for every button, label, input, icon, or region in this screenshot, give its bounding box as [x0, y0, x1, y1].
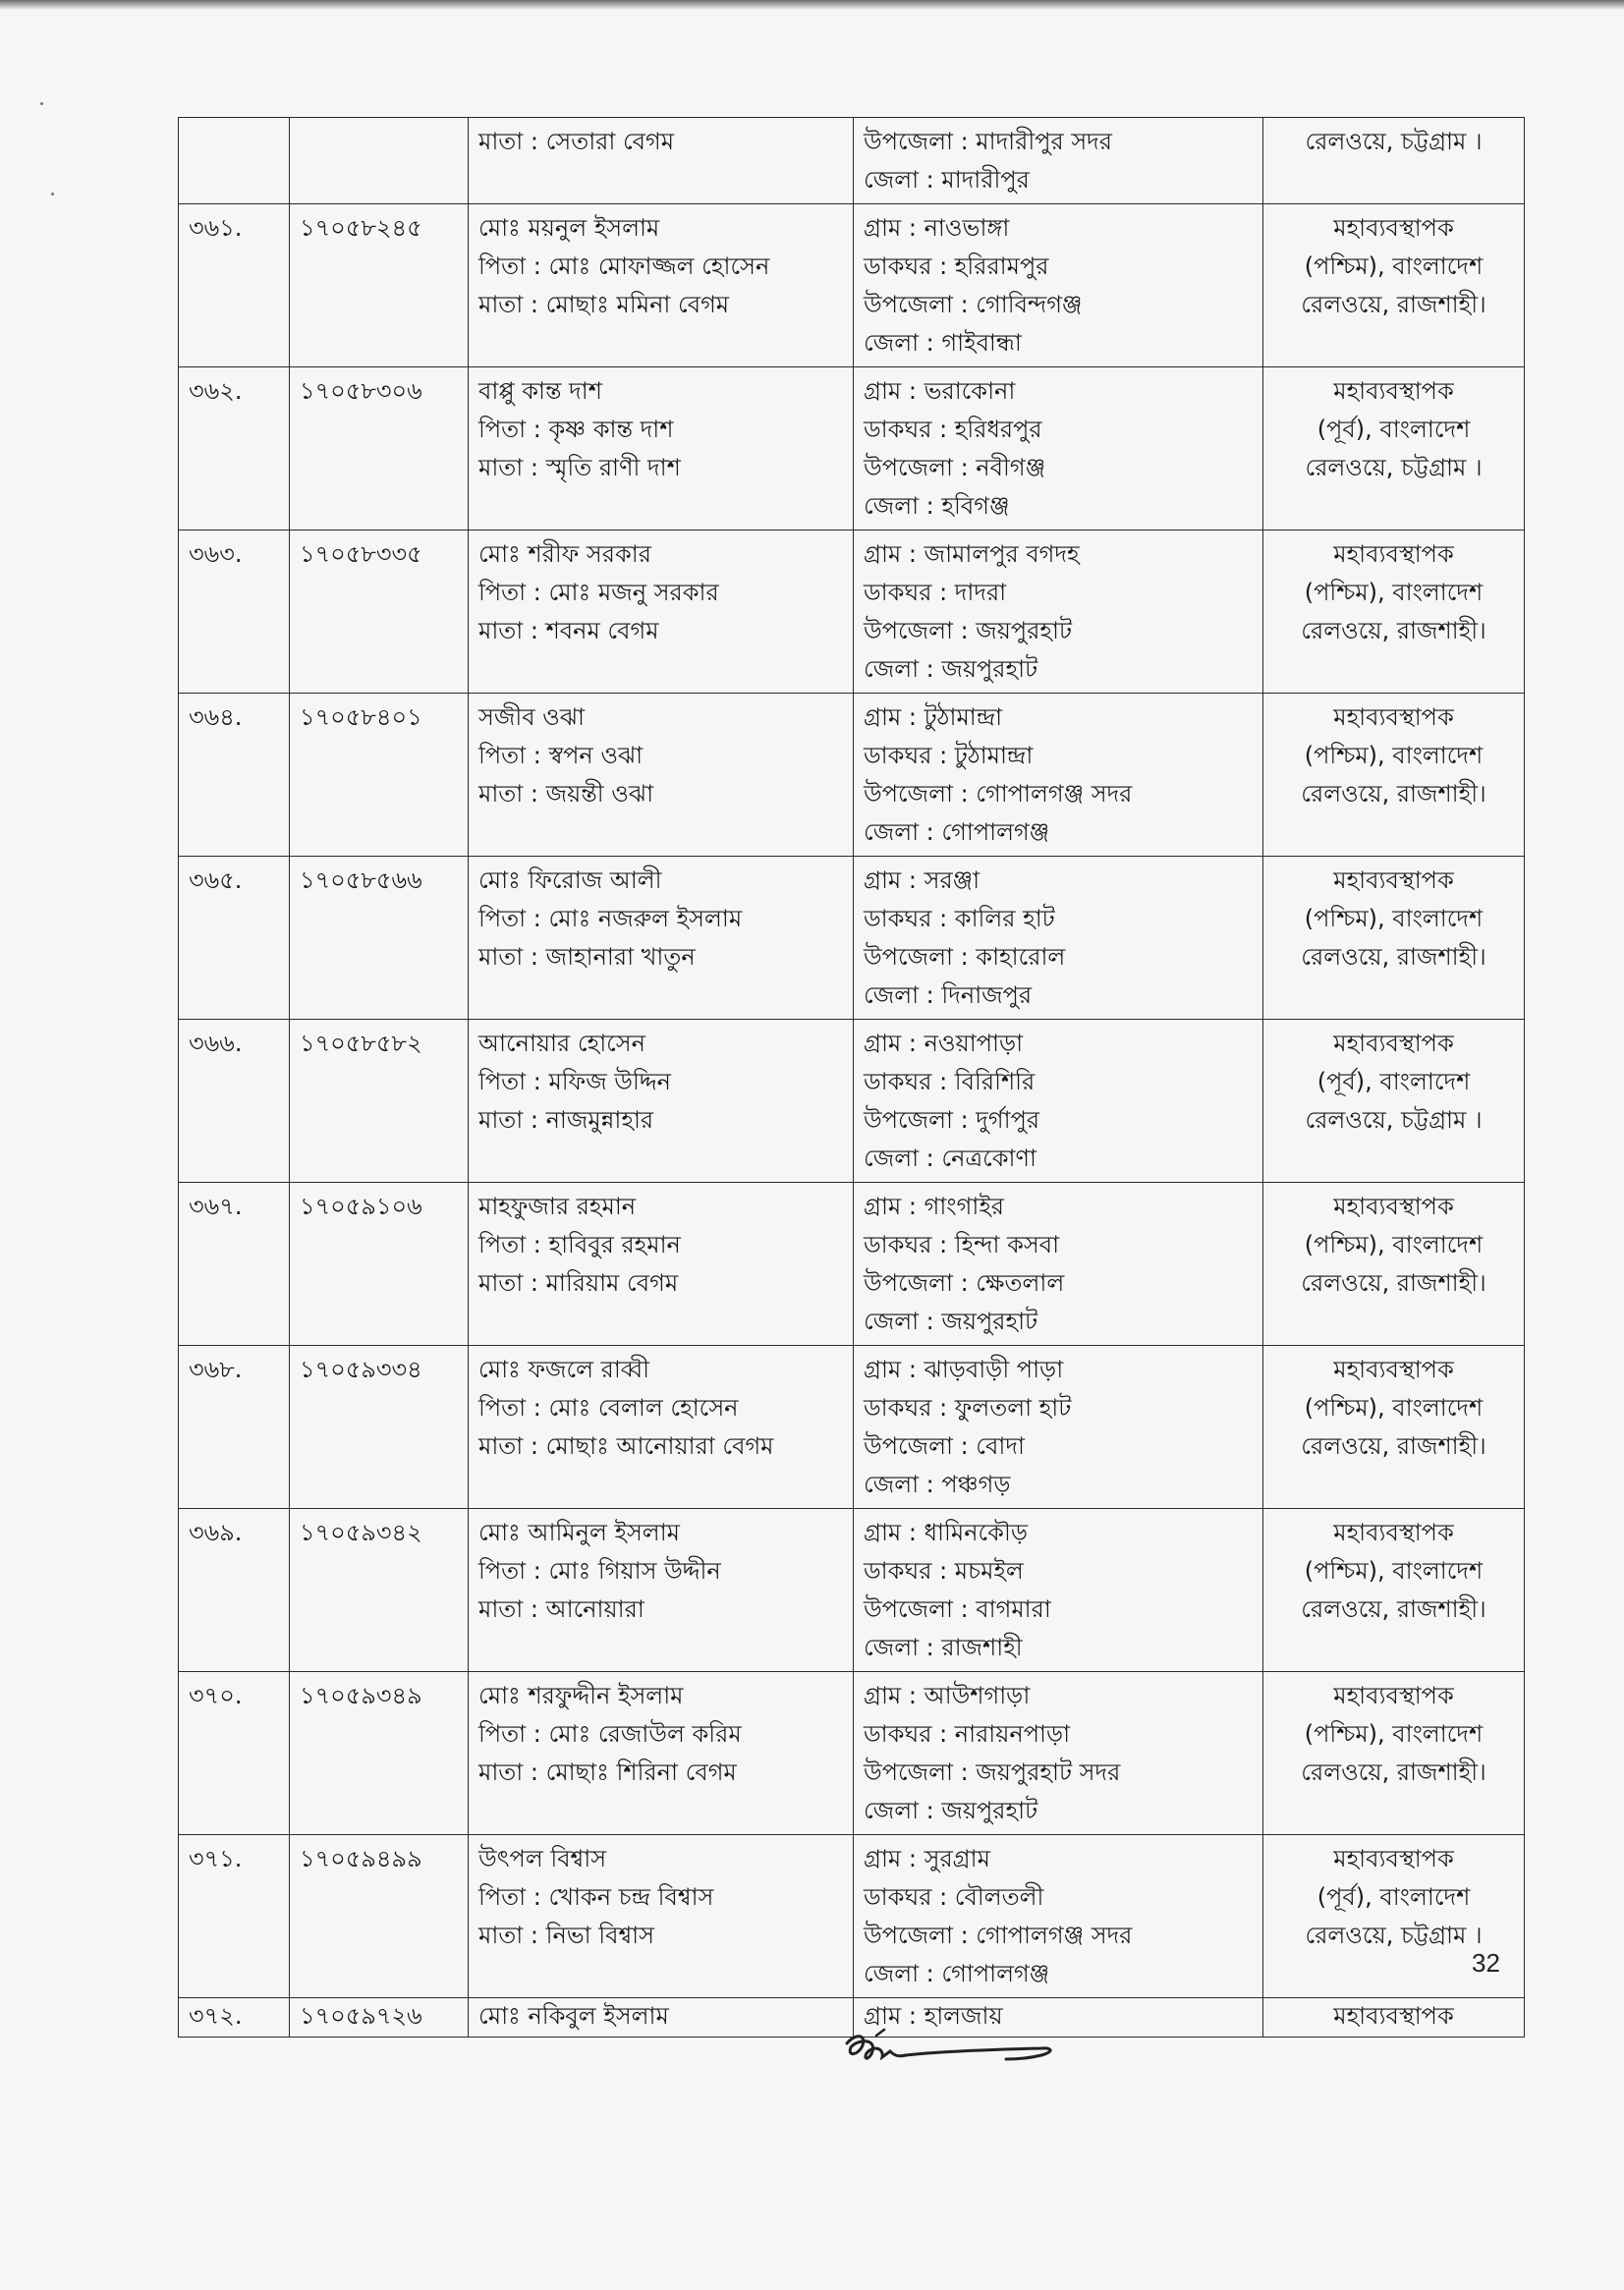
name-cell	[469, 1509, 854, 1672]
name-cell	[469, 857, 854, 1020]
cell-line: ৩৬২.	[189, 377, 243, 405]
address-cell	[854, 694, 1263, 857]
cell-line: মাতা : স্মৃতি রাণী দাশ	[478, 454, 681, 481]
post-cell	[1263, 367, 1525, 531]
cell-line: মহাব্যবস্থাপক	[1333, 1030, 1454, 1057]
name-cell	[469, 694, 854, 857]
cell-line: মোঃ ফিরোজ আলী	[478, 866, 662, 894]
post-cell	[1263, 531, 1525, 694]
name-cell	[469, 1835, 854, 1998]
serial-cell	[179, 1835, 290, 1998]
cell-line: ডাকঘর : মচমইল	[864, 1557, 1024, 1585]
address-cell	[854, 857, 1263, 1020]
cell-line: গ্রাম : গাংগাইর	[864, 1193, 1005, 1220]
cell-line: মোঃ ময়নুল ইসলাম	[478, 214, 660, 242]
cell-line: (পশ্চিম), বাংলাদেশ	[1304, 905, 1484, 932]
cell-line: রেলওয়ে, রাজশাহী।	[1301, 1595, 1486, 1623]
cell-line: পিতা : খোকন চন্দ্র বিশ্বাস	[478, 1883, 714, 1911]
scan-speck	[40, 102, 43, 105]
serial-cell	[179, 531, 290, 694]
cell-line: মোঃ ফজলে রাব্বী	[478, 1356, 649, 1383]
cell-line: মাতা : নাজমুন্নাহার	[478, 1106, 654, 1134]
cell-line: পিতা : স্বপন ওঝা	[478, 742, 644, 769]
address-cell	[854, 1835, 1263, 1998]
post-cell	[1263, 1346, 1525, 1509]
cell-line: রেলওয়ে, রাজশাহী।	[1301, 617, 1486, 644]
cell-line: মাতা : শবনম বেগম	[478, 617, 659, 644]
address-cell	[854, 367, 1263, 531]
name-cell	[469, 531, 854, 694]
cell-line: গ্রাম : সরঞ্জা	[864, 866, 980, 894]
cell-line: জেলা : পঞ্চগড়	[864, 1471, 1011, 1498]
cell-line: ৩৬৫.	[189, 866, 243, 894]
cell-line: রেলওয়ে, চট্টগ্রাম ।	[1305, 1922, 1483, 1949]
cell-line: মাতা : নিভা বিশ্বাস	[478, 1922, 654, 1949]
records-table	[178, 117, 1525, 2038]
post-cell	[1263, 204, 1525, 367]
name-cell	[469, 204, 854, 367]
name-cell	[469, 1183, 854, 1346]
cell-line: মাতা : মারিয়াম বেগম	[478, 1269, 679, 1297]
serial-cell	[179, 1509, 290, 1672]
cell-line: ১৭০৫৯৭২৬	[300, 2002, 422, 2030]
cell-line: (পশ্চিম), বাংলাদেশ	[1304, 742, 1484, 769]
cell-line: উপজেলা : কাহারোল	[864, 943, 1066, 971]
cell-line: ৩৬১.	[189, 214, 243, 242]
cell-line: মহাব্যবস্থাপক	[1333, 1682, 1454, 1709]
cell-line: মহাব্যবস্থাপক	[1333, 1193, 1454, 1220]
post-cell	[1263, 694, 1525, 857]
roll-cell	[290, 531, 469, 694]
cell-line: জেলা : গোপালগঞ্জ	[864, 818, 1050, 846]
cell-line: জেলা : গোপালগঞ্জ	[864, 1960, 1050, 1987]
cell-line: গ্রাম : নাওভাঙ্গা	[864, 214, 1010, 242]
post-cell	[1263, 1183, 1525, 1346]
cell-line: জেলা : জয়পুরহাট	[864, 1308, 1038, 1335]
cell-line: গ্রাম : হালজায়	[864, 2002, 1003, 2030]
serial-cell	[179, 1346, 290, 1509]
cell-line: মহাব্যবস্থাপক	[1333, 214, 1454, 242]
cell-line: ৩৬৯.	[189, 1519, 243, 1546]
cell-line: (পশ্চিম), বাংলাদেশ	[1304, 1557, 1484, 1585]
cell-line: পিতা : মফিজ উদ্দিন	[478, 1068, 671, 1095]
cell-line: গ্রাম : নওয়াপাড়া	[864, 1030, 1024, 1057]
cell-line: পিতা : মোঃ বেলাল হোসেন	[478, 1394, 739, 1422]
cell-line: উৎপল বিশ্বাস	[478, 1845, 607, 1872]
serial-cell	[179, 367, 290, 531]
cell-line: মোঃ আমিনুল ইসলাম	[478, 1519, 680, 1546]
cell-line: মহাব্যবস্থাপক	[1333, 866, 1454, 894]
cell-line: ৩৭০.	[189, 1682, 243, 1709]
cell-line: পিতা : মোঃ মজনু সরকার	[478, 579, 719, 606]
address-cell	[854, 1183, 1263, 1346]
cell-line: ৩৬৩.	[189, 540, 243, 568]
post-cell	[1263, 1998, 1525, 2038]
cell-line: মাতা : জাহানারা খাতুন	[478, 943, 696, 971]
cell-line: ডাকঘর : হিন্দা কসবা	[864, 1231, 1060, 1258]
cell-line: উপজেলা : মাদারীপুর সদর	[864, 128, 1112, 155]
roll-cell	[290, 1835, 469, 1998]
cell-line: আনোয়ার হোসেন	[478, 1030, 645, 1057]
cell-line: উপজেলা : নবীগঞ্জ	[864, 454, 1046, 481]
address-cell	[854, 1346, 1263, 1509]
cell-line: মাতা : আনোয়ারা	[478, 1595, 644, 1623]
cell-line: মাতা : মোছাঃ শিরিনা বেগম	[478, 1759, 737, 1786]
cell-line: ৩৭১.	[189, 1845, 243, 1872]
cell-line: মাহফুজার রহমান	[478, 1193, 637, 1220]
cell-line: (পশ্চিম), বাংলাদেশ	[1304, 1720, 1484, 1748]
table-row	[179, 204, 1525, 367]
cell-line: (পূর্ব), বাংলাদেশ	[1316, 1068, 1471, 1095]
cell-line: ডাকঘর : ফুলতলা হাট	[864, 1394, 1072, 1422]
cell-line: রেলওয়ে, রাজশাহী।	[1301, 943, 1486, 971]
cell-line: ১৭০৫৯১০৬	[300, 1193, 422, 1220]
cell-line: ৩৬৬.	[189, 1030, 243, 1057]
signature	[833, 2022, 1069, 2081]
address-cell	[854, 204, 1263, 367]
roll-cell	[290, 1346, 469, 1509]
cell-line: ডাকঘর : হরিধরপুর	[864, 416, 1042, 443]
name-cell	[469, 1998, 854, 2038]
name-cell	[469, 118, 854, 204]
cell-line: ১৭০৫৮৩৩৫	[300, 540, 422, 568]
address-cell	[854, 531, 1263, 694]
roll-cell	[290, 1672, 469, 1835]
cell-line: ১৭০৫৯৪৯৯	[300, 1845, 422, 1872]
cell-line: ১৭০৫৮২৪৫	[300, 214, 422, 242]
cell-line: (পশ্চিম), বাংলাদেশ	[1304, 579, 1484, 606]
cell-line: মহাব্যবস্থাপক	[1333, 2002, 1454, 2030]
cell-line: জেলা : নেত্রকোণা	[864, 1145, 1036, 1172]
cell-line: ১৭০৫৯৩৩৪	[300, 1356, 422, 1383]
cell-line: রেলওয়ে, চট্টগ্রাম ।	[1305, 454, 1483, 481]
cell-line: উপজেলা : বাগমারা	[864, 1595, 1051, 1623]
serial-cell	[179, 204, 290, 367]
cell-line: পিতা : মোঃ রেজাউল করিম	[478, 1720, 742, 1748]
table-row	[179, 1183, 1525, 1346]
cell-line: গ্রাম : ধামিনকৌড়	[864, 1519, 1028, 1546]
serial-cell	[179, 857, 290, 1020]
cell-line: ১৭০৫৯৩৪২	[300, 1519, 422, 1546]
cell-line: উপজেলা : জয়পুরহাট সদর	[864, 1759, 1121, 1786]
cell-line: রেলওয়ে, রাজশাহী।	[1301, 1432, 1486, 1460]
serial-cell	[179, 1672, 290, 1835]
cell-line: জেলা : হবিগঞ্জ	[864, 492, 1010, 520]
cell-line: মোঃ শরফুদ্দীন ইসলাম	[478, 1682, 684, 1709]
post-cell	[1263, 1509, 1525, 1672]
cell-line: ১৭০৫৮৩০৬	[300, 377, 422, 405]
records-table-body	[179, 118, 1525, 2038]
table-row	[179, 1020, 1525, 1183]
cell-line: পিতা : হাবিবুর রহমান	[478, 1231, 681, 1258]
cell-line: জেলা : জয়পুরহাট	[864, 1797, 1038, 1824]
cell-line: মাতা : সেতারা বেগম	[478, 128, 675, 155]
roll-cell	[290, 857, 469, 1020]
cell-line: মাতা : মোছাঃ আনোয়ারা বেগম	[478, 1432, 774, 1460]
serial-cell	[179, 1183, 290, 1346]
cell-line: ডাকঘর : বিরিশিরি	[864, 1068, 1036, 1095]
roll-cell	[290, 1020, 469, 1183]
table-row	[179, 1835, 1525, 1998]
roll-cell	[290, 367, 469, 531]
name-cell	[469, 1020, 854, 1183]
table-row	[179, 367, 1525, 531]
cell-line: মাতা : মোছাঃ মমিনা বেগম	[478, 291, 730, 318]
cell-line: মহাব্যবস্থাপক	[1333, 1356, 1454, 1383]
cell-line: পিতা : কৃষ্ণ কান্ত দাশ	[478, 416, 674, 443]
cell-line: মোঃ শরীফ সরকার	[478, 540, 651, 568]
roll-cell	[290, 204, 469, 367]
cell-line: (পূর্ব), বাংলাদেশ	[1316, 416, 1471, 443]
table-row	[179, 118, 1525, 204]
cell-line: মহাব্যবস্থাপক	[1333, 377, 1454, 405]
cell-line: উপজেলা : ক্ষেতলাল	[864, 1269, 1065, 1297]
roll-cell	[290, 1998, 469, 2038]
cell-line: উপজেলা : গোপালগঞ্জ সদর	[864, 1922, 1133, 1949]
cell-line: ডাকঘর : টুঠামান্দ্রা	[864, 742, 1034, 769]
cell-line: সজীব ওঝা	[478, 703, 585, 731]
cell-line: মহাব্যবস্থাপক	[1333, 1845, 1454, 1872]
name-cell	[469, 367, 854, 531]
cell-line: ১৭০৫৮৫৮২	[300, 1030, 422, 1057]
cell-line: গ্রাম : ঝাড়বাড়ী পাড়া	[864, 1356, 1064, 1383]
cell-line: ডাকঘর : নারায়নপাড়া	[864, 1720, 1071, 1748]
cell-line: গ্রাম : জামালপুর বগদহ	[864, 540, 1080, 568]
cell-line: মহাব্যবস্থাপক	[1333, 540, 1454, 568]
cell-line: রেলওয়ে, রাজশাহী।	[1301, 780, 1486, 808]
address-cell	[854, 1509, 1263, 1672]
cell-line: (পূর্ব), বাংলাদেশ	[1316, 1883, 1471, 1911]
scan-edge-shadow	[0, 0, 1624, 10]
cell-line: মহাব্যবস্থাপক	[1333, 1519, 1454, 1546]
cell-line: গ্রাম : সুরগ্রাম	[864, 1845, 990, 1872]
roll-cell	[290, 1509, 469, 1672]
address-cell	[854, 1020, 1263, 1183]
post-cell	[1263, 1672, 1525, 1835]
cell-line: মহাব্যবস্থাপক	[1333, 703, 1454, 731]
cell-line: (পশ্চিম), বাংলাদেশ	[1304, 252, 1484, 280]
roll-cell	[290, 694, 469, 857]
cell-line: পিতা : মোঃ মোফাজ্জল হোসেন	[478, 252, 770, 280]
cell-line: মোঃ নকিবুল ইসলাম	[478, 2002, 669, 2030]
cell-line: (পশ্চিম), বাংলাদেশ	[1304, 1231, 1484, 1258]
cell-line: গ্রাম : ভরাকোনা	[864, 377, 1016, 405]
cell-line: ১৭০৫৮৫৬৬	[300, 866, 422, 894]
serial-cell	[179, 1020, 290, 1183]
address-cell	[854, 1672, 1263, 1835]
cell-line: জেলা : রাজশাহী	[864, 1634, 1023, 1661]
cell-line: জেলা : জয়পুরহাট	[864, 655, 1038, 683]
cell-line: ১৭০৫৮৪০১	[300, 703, 422, 731]
table-row	[179, 1672, 1525, 1835]
cell-line: ১৭০৫৯৩৪৯	[300, 1682, 422, 1709]
cell-line: রেলওয়ে, রাজশাহী।	[1301, 1759, 1486, 1786]
cell-line: রেলওয়ে, চট্টগ্রাম ।	[1305, 1106, 1483, 1134]
cell-line: উপজেলা : বোদা	[864, 1432, 1025, 1460]
cell-line: পিতা : মোঃ নজরুল ইসলাম	[478, 905, 743, 932]
cell-line: উপজেলা : দুর্গাপুর	[864, 1106, 1040, 1134]
cell-line: বাপ্পু কান্ত দাশ	[478, 377, 602, 405]
serial-cell	[179, 694, 290, 857]
cell-line: ৩৬৪.	[189, 703, 243, 731]
cell-line: উপজেলা : গোবিন্দগঞ্জ	[864, 291, 1083, 318]
post-cell	[1263, 118, 1525, 204]
cell-line: জেলা : গাইবান্ধা	[864, 329, 1022, 357]
cell-line: ডাকঘর : হরিরামপুর	[864, 252, 1049, 280]
name-cell	[469, 1346, 854, 1509]
table-row	[179, 694, 1525, 857]
cell-line: উপজেলা : জয়পুরহাট	[864, 617, 1073, 644]
cell-line: রেলওয়ে, রাজশাহী।	[1301, 1269, 1486, 1297]
roll-cell	[290, 1183, 469, 1346]
cell-line: পিতা : মোঃ গিয়াস উদ্দীন	[478, 1557, 721, 1585]
table-row	[179, 531, 1525, 694]
cell-line: ৩৭২.	[189, 2002, 243, 2030]
post-cell	[1263, 1020, 1525, 1183]
table-row	[179, 857, 1525, 1020]
cell-line: রেলওয়ে, রাজশাহী।	[1301, 291, 1486, 318]
table-row	[179, 1346, 1525, 1509]
address-cell	[854, 118, 1263, 204]
cell-line: ডাকঘর : বৌলতলী	[864, 1883, 1044, 1911]
post-cell	[1263, 857, 1525, 1020]
cell-line: উপজেলা : গোপালগঞ্জ সদর	[864, 780, 1133, 808]
cell-line: গ্রাম : টুঠামান্দ্রা	[864, 703, 1003, 731]
serial-cell	[179, 1998, 290, 2038]
serial-cell	[179, 118, 290, 204]
table-row	[179, 1509, 1525, 1672]
roll-cell	[290, 118, 469, 204]
cell-line: (পশ্চিম), বাংলাদেশ	[1304, 1394, 1484, 1422]
page-number: 32	[1472, 1948, 1500, 1978]
cell-line: ৩৬৭.	[189, 1193, 243, 1220]
cell-line: ৩৬৮.	[189, 1356, 243, 1383]
cell-line: ডাকঘর : দাদরা	[864, 579, 1007, 606]
cell-line: জেলা : মাদারীপুর	[864, 166, 1030, 194]
scan-speck	[51, 193, 54, 195]
cell-line: জেলা : দিনাজপুর	[864, 981, 1033, 1009]
name-cell	[469, 1672, 854, 1835]
cell-line: ডাকঘর : কালির হাট	[864, 905, 1055, 932]
cell-line: গ্রাম : আউশগাড়া	[864, 1682, 1031, 1709]
cell-line: মাতা : জয়ন্তী ওঝা	[478, 780, 654, 808]
cell-line: রেলওয়ে, চট্টগ্রাম ।	[1305, 128, 1483, 155]
